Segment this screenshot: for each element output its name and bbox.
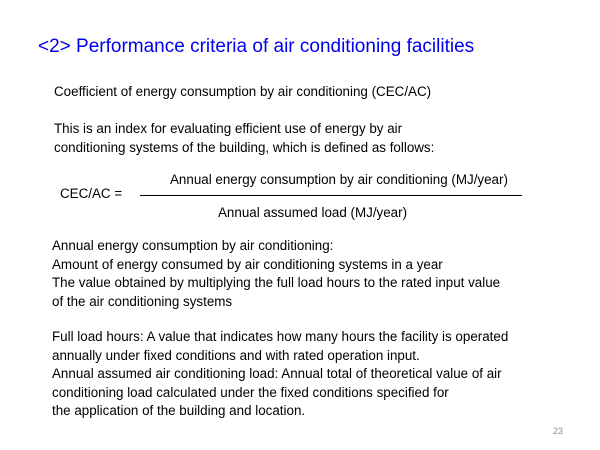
definition-line: This is an index for evaluating efficient use of energy by air [54, 121, 403, 136]
fraction-bar [140, 195, 522, 196]
paragraph-line: conditioning load calculated under the fixed conditions specified for [52, 384, 449, 400]
intro-text: Coefficient of energy consumption by air conditioning (CEC/AC) [54, 84, 432, 99]
formula-denominator: Annual assumed load (MJ/year) [218, 205, 408, 220]
energy-consumption-paragraph [52, 237, 500, 311]
page-number: 23 [553, 426, 564, 436]
full-load-paragraph [52, 328, 508, 421]
definition-paragraph [54, 120, 434, 157]
paragraph-line: The value obtained by multiplying the full load hours to the rated input value [52, 275, 501, 290]
paragraph-line: Annual energy consumption by air conditioning: [52, 238, 334, 253]
paragraph-line: Amount of energy consumed by air conditioning systems in a year [52, 256, 443, 272]
paragraph-line: Annual assumed air conditioning load: Annual total of theoretical value of air [52, 366, 502, 381]
formula-numerator: Annual energy consumption by air conditioning (MJ/year) [170, 172, 508, 187]
paragraph-line: the application of the building and location. [52, 403, 306, 418]
paragraph-line: annually under fixed conditions and with rated operation input. [52, 347, 420, 363]
paragraph-line: Full load hours: A value that indicates how many hours the facility is operated [52, 329, 509, 344]
definition-line: conditioning systems of the building, which is defined as follows: [54, 139, 435, 155]
slide-title: <2> Performance criteria of air conditioning facilities [38, 36, 475, 57]
paragraph-line: of the air conditioning systems [52, 293, 233, 309]
formula-lhs: CEC/AC = [60, 186, 123, 201]
